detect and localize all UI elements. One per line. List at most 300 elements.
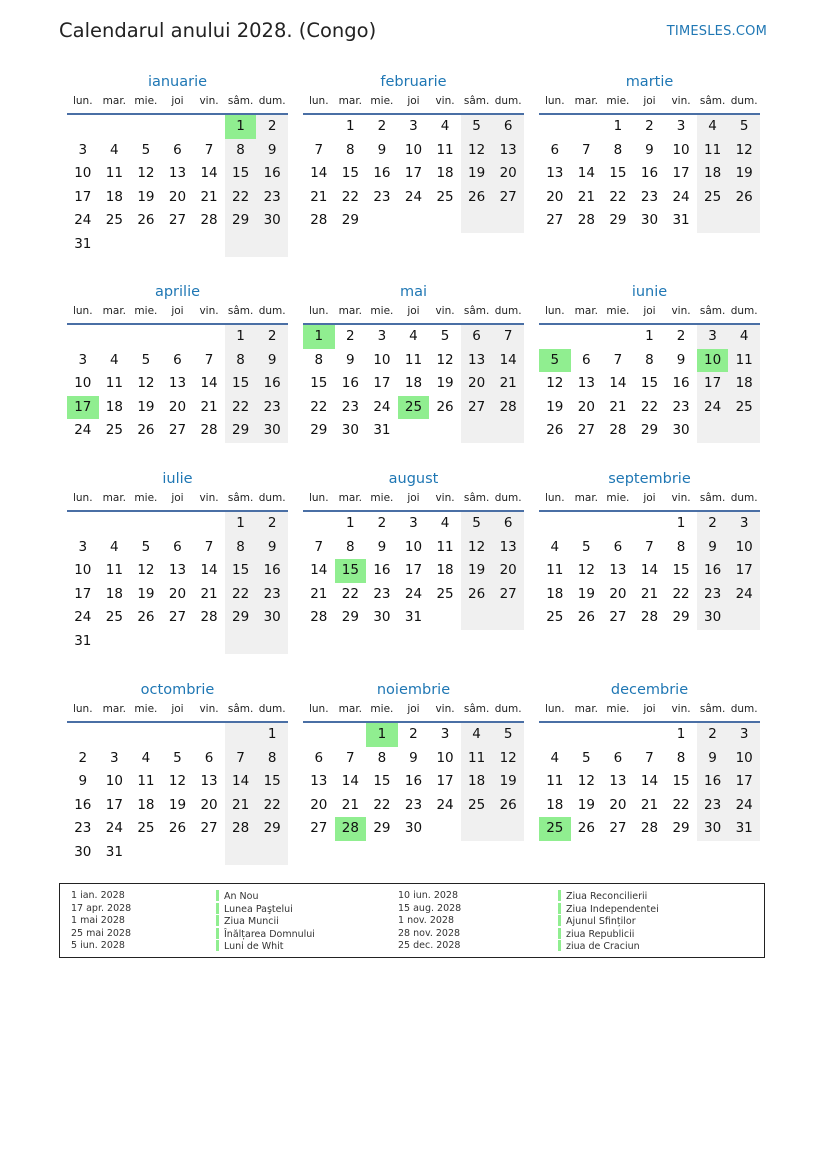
day-cell[interactable]: 10 — [728, 747, 760, 771]
day-cell[interactable]: 22 — [609, 188, 627, 205]
day-cell[interactable]: 8 — [613, 141, 623, 158]
day-cell[interactable]: 1 — [225, 325, 257, 349]
day-cell[interactable]: 31 — [373, 422, 391, 439]
day-cell[interactable]: 26 — [492, 794, 524, 818]
day-cell[interactable]: 19 — [546, 398, 564, 415]
day-cell[interactable]: 21 — [200, 398, 218, 415]
day-cell[interactable]: 19 — [728, 162, 760, 186]
day-cell[interactable]: 11 — [546, 562, 564, 579]
day-cell[interactable]: 16 — [256, 162, 288, 186]
day-cell[interactable]: 18 — [546, 796, 564, 813]
day-cell[interactable]: 14 — [492, 349, 524, 373]
day-cell[interactable]: 3 — [78, 538, 88, 555]
day-cell[interactable]: 31 — [672, 212, 690, 229]
day-cell[interactable]: 16 — [404, 773, 423, 790]
day-cell[interactable]: 24 — [74, 212, 92, 229]
day-cell[interactable]: 18 — [436, 165, 454, 182]
day-cell[interactable]: 25 — [728, 396, 760, 420]
day-cell[interactable]: 23 — [341, 398, 359, 415]
day-cell[interactable]: 23 — [697, 794, 729, 818]
day-cell[interactable]: 5 — [141, 351, 151, 368]
day-cell[interactable]: 13 — [200, 773, 218, 790]
day-cell[interactable]: 19 — [577, 585, 595, 602]
day-cell[interactable]: 16 — [697, 770, 729, 794]
day-cell[interactable]: 13 — [461, 349, 493, 373]
day-cell[interactable]: 8 — [346, 538, 355, 555]
day-cell[interactable]: 10 — [74, 165, 92, 182]
day-cell[interactable]: 26 — [461, 186, 493, 210]
day-cell[interactable]: 14 — [640, 773, 659, 790]
day-cell[interactable]: 20 — [492, 559, 524, 583]
day-cell[interactable]: 17 — [373, 375, 391, 392]
day-cell[interactable]: 2 — [78, 749, 88, 766]
day-cell[interactable]: 28 — [200, 609, 218, 626]
day-cell[interactable]: 27 — [168, 212, 187, 229]
day-cell[interactable]: 6 — [314, 749, 324, 766]
day-cell[interactable]: 11 — [404, 351, 423, 368]
day-cell[interactable]: 4 — [141, 749, 151, 766]
day-cell[interactable]: 18 — [546, 585, 564, 602]
day-cell[interactable]: 10 — [728, 536, 760, 560]
day-cell[interactable]: 26 — [461, 583, 493, 607]
day-cell[interactable]: 24 — [373, 398, 391, 415]
day-cell[interactable]: 6 — [461, 325, 493, 349]
day-cell[interactable]: 21 — [640, 585, 659, 602]
day-cell[interactable]: 12 — [728, 139, 760, 163]
day-cell[interactable]: 28 — [609, 422, 627, 439]
day-cell[interactable]: 28 — [225, 817, 257, 841]
day-cell[interactable]: 5 — [582, 749, 591, 766]
day-cell[interactable]: 8 — [225, 139, 257, 163]
day-cell[interactable]: 24 — [404, 188, 423, 205]
day-cell[interactable]: 13 — [609, 773, 627, 790]
day-cell[interactable]: 30 — [373, 609, 391, 626]
day-cell[interactable]: 10 — [404, 538, 423, 555]
day-cell[interactable]: 14 — [200, 165, 218, 182]
day-cell[interactable]: 16 — [672, 375, 690, 392]
day-cell[interactable]: 20 — [546, 188, 564, 205]
day-cell[interactable]: 20 — [461, 372, 493, 396]
day-cell[interactable]: 27 — [461, 396, 493, 420]
day-cell[interactable]: 5 — [461, 512, 493, 536]
day-cell[interactable]: 23 — [256, 186, 288, 210]
day-cell[interactable]: 9 — [377, 141, 387, 158]
day-cell[interactable]: 13 — [168, 375, 187, 392]
day-cell[interactable]: 21 — [577, 188, 595, 205]
day-cell[interactable]: 29 — [225, 419, 257, 443]
day-cell[interactable]: 29 — [225, 606, 257, 630]
day-cell[interactable]: 15 — [609, 165, 627, 182]
day-cell[interactable]: 29 — [373, 820, 391, 837]
day-cell[interactable]: 5 — [440, 328, 450, 344]
day-cell[interactable]: 13 — [492, 536, 524, 560]
day-cell[interactable]: 3 — [440, 726, 450, 742]
day-cell[interactable]: 18 — [105, 188, 123, 205]
day-cell[interactable]: 17 — [67, 396, 99, 420]
day-cell[interactable]: 8 — [314, 351, 324, 368]
day-cell[interactable]: 7 — [582, 141, 591, 158]
day-cell[interactable]: 15 — [225, 162, 257, 186]
day-cell[interactable]: 10 — [373, 351, 391, 368]
day-cell[interactable]: 28 — [640, 609, 659, 626]
day-cell[interactable]: 2 — [377, 515, 387, 531]
day-cell[interactable]: 28 — [200, 422, 218, 439]
day-cell[interactable]: 5 — [141, 141, 151, 158]
day-cell[interactable]: 11 — [546, 773, 564, 790]
day-cell[interactable]: 16 — [256, 559, 288, 583]
day-cell[interactable]: 1 — [256, 723, 288, 747]
day-cell[interactable]: 4 — [440, 118, 450, 134]
day-cell[interactable]: 13 — [168, 562, 187, 579]
day-cell[interactable]: 9 — [645, 141, 654, 158]
day-cell[interactable]: 17 — [74, 585, 92, 602]
day-cell[interactable]: 3 — [728, 723, 760, 747]
day-cell[interactable]: 17 — [672, 165, 690, 182]
day-cell[interactable]: 11 — [105, 375, 123, 392]
day-cell[interactable]: 14 — [640, 562, 659, 579]
day-cell[interactable]: 25 — [105, 609, 123, 626]
day-cell[interactable]: 1 — [645, 328, 654, 344]
day-cell[interactable]: 1 — [346, 515, 355, 531]
day-cell[interactable]: 3 — [676, 118, 686, 134]
day-cell[interactable]: 4 — [728, 325, 760, 349]
day-cell[interactable]: 6 — [173, 141, 182, 158]
day-cell[interactable]: 25 — [436, 585, 454, 602]
day-cell[interactable]: 27 — [200, 820, 218, 837]
day-cell[interactable]: 10 — [105, 773, 123, 790]
day-cell[interactable]: 30 — [256, 606, 288, 630]
day-cell[interactable]: 25 — [105, 422, 123, 439]
day-cell[interactable]: 14 — [310, 562, 328, 579]
day-cell[interactable]: 7 — [645, 538, 654, 555]
day-cell[interactable]: 19 — [137, 188, 155, 205]
day-cell[interactable]: 8 — [346, 141, 355, 158]
day-cell[interactable]: 4 — [550, 749, 560, 766]
day-cell[interactable]: 15 — [310, 375, 328, 392]
day-cell[interactable]: 20 — [577, 398, 595, 415]
day-cell[interactable]: 23 — [697, 583, 729, 607]
day-cell[interactable]: 3 — [728, 512, 760, 536]
day-cell[interactable]: 30 — [697, 817, 729, 841]
day-cell[interactable]: 25 — [546, 609, 564, 626]
day-cell[interactable]: 19 — [492, 770, 524, 794]
day-cell[interactable]: 23 — [74, 820, 92, 837]
day-cell[interactable]: 25 — [137, 820, 155, 837]
day-cell[interactable]: 12 — [137, 375, 155, 392]
day-cell[interactable]: 21 — [200, 188, 218, 205]
day-cell[interactable]: 7 — [225, 747, 257, 771]
day-cell[interactable]: 4 — [110, 141, 119, 158]
day-cell[interactable]: 23 — [256, 396, 288, 420]
day-cell[interactable]: 10 — [436, 749, 454, 766]
day-cell[interactable]: 21 — [310, 585, 328, 602]
day-cell[interactable]: 17 — [728, 559, 760, 583]
day-cell[interactable]: 14 — [310, 165, 328, 182]
day-cell[interactable]: 23 — [672, 398, 690, 415]
day-cell[interactable]: 26 — [546, 422, 564, 439]
day-cell[interactable]: 1 — [366, 723, 398, 747]
day-cell[interactable]: 15 — [225, 559, 257, 583]
day-cell[interactable]: 7 — [204, 141, 214, 158]
day-cell[interactable]: 10 — [672, 141, 690, 158]
day-cell[interactable]: 14 — [200, 375, 218, 392]
day-cell[interactable]: 1 — [346, 118, 355, 134]
day-cell[interactable]: 27 — [492, 186, 524, 210]
day-cell[interactable]: 29 — [341, 212, 359, 229]
day-cell[interactable]: 15 — [373, 773, 391, 790]
day-cell[interactable]: 25 — [697, 186, 729, 210]
day-cell[interactable]: 11 — [697, 139, 729, 163]
day-cell[interactable]: 25 — [436, 188, 454, 205]
day-cell[interactable]: 28 — [492, 396, 524, 420]
day-cell[interactable]: 30 — [74, 843, 92, 860]
day-cell[interactable]: 17 — [697, 372, 729, 396]
day-cell[interactable]: 17 — [404, 165, 423, 182]
day-cell[interactable]: 20 — [168, 585, 187, 602]
day-cell[interactable]: 16 — [341, 375, 359, 392]
day-cell[interactable]: 6 — [613, 538, 623, 555]
day-cell[interactable]: 23 — [404, 796, 423, 813]
day-cell[interactable]: 29 — [640, 422, 659, 439]
day-cell[interactable]: 10 — [74, 562, 92, 579]
day-cell[interactable]: 20 — [609, 796, 627, 813]
day-cell[interactable]: 3 — [78, 351, 88, 368]
day-cell[interactable]: 12 — [577, 562, 595, 579]
day-cell[interactable]: 7 — [645, 749, 654, 766]
day-cell[interactable]: 22 — [225, 396, 257, 420]
day-cell[interactable]: 15 — [225, 372, 257, 396]
day-cell[interactable]: 10 — [74, 375, 92, 392]
day-cell[interactable]: 25 — [398, 396, 430, 420]
day-cell[interactable]: 8 — [645, 351, 654, 368]
day-cell[interactable]: 13 — [609, 562, 627, 579]
day-cell[interactable]: 8 — [225, 349, 257, 373]
day-cell[interactable]: 14 — [200, 562, 218, 579]
day-cell[interactable]: 11 — [137, 773, 155, 790]
day-cell[interactable]: 4 — [440, 515, 450, 531]
day-cell[interactable]: 27 — [168, 609, 187, 626]
day-cell[interactable]: 13 — [310, 773, 328, 790]
day-cell[interactable]: 11 — [105, 165, 123, 182]
day-cell[interactable]: 9 — [256, 139, 288, 163]
day-cell[interactable]: 24 — [74, 422, 92, 439]
day-cell[interactable]: 20 — [168, 398, 187, 415]
day-cell[interactable]: 22 — [225, 583, 257, 607]
day-cell[interactable]: 9 — [697, 747, 729, 771]
day-cell[interactable]: 7 — [492, 325, 524, 349]
day-cell[interactable]: 28 — [310, 212, 328, 229]
day-cell[interactable]: 5 — [173, 749, 182, 766]
day-cell[interactable]: 17 — [74, 188, 92, 205]
day-cell[interactable]: 3 — [110, 749, 119, 766]
day-cell[interactable]: 19 — [168, 796, 187, 813]
day-cell[interactable]: 5 — [141, 538, 151, 555]
day-cell[interactable]: 22 — [310, 398, 328, 415]
day-cell[interactable]: 30 — [256, 419, 288, 443]
day-cell[interactable]: 21 — [640, 796, 659, 813]
day-cell[interactable]: 16 — [640, 165, 659, 182]
day-cell[interactable]: 9 — [377, 538, 387, 555]
day-cell[interactable]: 11 — [105, 562, 123, 579]
day-cell[interactable]: 6 — [582, 351, 591, 368]
day-cell[interactable]: 8 — [225, 536, 257, 560]
day-cell[interactable]: 23 — [640, 188, 659, 205]
day-cell[interactable]: 18 — [697, 162, 729, 186]
day-cell[interactable]: 11 — [728, 349, 760, 373]
day-cell[interactable]: 30 — [404, 820, 423, 837]
day-cell[interactable]: 16 — [74, 796, 92, 813]
brand-link[interactable]: TIMESLES.COM — [666, 24, 767, 39]
day-cell[interactable]: 31 — [728, 817, 760, 841]
day-cell[interactable]: 22 — [341, 188, 359, 205]
day-cell[interactable]: 5 — [728, 115, 760, 139]
day-cell[interactable]: 25 — [539, 817, 571, 841]
day-cell[interactable]: 3 — [78, 141, 88, 158]
day-cell[interactable]: 17 — [728, 770, 760, 794]
day-cell[interactable]: 24 — [697, 396, 729, 420]
day-cell[interactable]: 3 — [697, 325, 729, 349]
day-cell[interactable]: 12 — [461, 139, 493, 163]
day-cell[interactable]: 6 — [204, 749, 214, 766]
day-cell[interactable]: 6 — [613, 749, 623, 766]
day-cell[interactable]: 26 — [137, 212, 155, 229]
day-cell[interactable]: 12 — [461, 536, 493, 560]
day-cell[interactable]: 15 — [256, 770, 288, 794]
day-cell[interactable]: 28 — [577, 212, 595, 229]
day-cell[interactable]: 1 — [225, 512, 257, 536]
day-cell[interactable]: 22 — [672, 585, 690, 602]
day-cell[interactable]: 20 — [492, 162, 524, 186]
day-cell[interactable]: 7 — [314, 141, 324, 158]
day-cell[interactable]: 28 — [335, 817, 367, 841]
day-cell[interactable]: 9 — [409, 749, 418, 766]
day-cell[interactable]: 12 — [168, 773, 187, 790]
day-cell[interactable]: 15 — [672, 562, 690, 579]
day-cell[interactable]: 28 — [200, 212, 218, 229]
day-cell[interactable]: 2 — [645, 118, 654, 134]
day-cell[interactable]: 25 — [461, 794, 493, 818]
day-cell[interactable]: 22 — [640, 398, 659, 415]
day-cell[interactable]: 13 — [577, 375, 595, 392]
day-cell[interactable]: 24 — [436, 796, 454, 813]
day-cell[interactable]: 16 — [373, 165, 391, 182]
day-cell[interactable]: 22 — [256, 794, 288, 818]
day-cell[interactable]: 25 — [105, 212, 123, 229]
day-cell[interactable]: 11 — [436, 141, 454, 158]
day-cell[interactable]: 18 — [105, 398, 123, 415]
day-cell[interactable]: 22 — [225, 186, 257, 210]
day-cell[interactable]: 15 — [640, 375, 659, 392]
day-cell[interactable]: 29 — [672, 820, 690, 837]
day-cell[interactable]: 2 — [697, 512, 729, 536]
day-cell[interactable]: 15 — [341, 165, 359, 182]
day-cell[interactable]: 10 — [404, 141, 423, 158]
day-cell[interactable]: 22 — [341, 585, 359, 602]
day-cell[interactable]: 31 — [404, 609, 423, 626]
day-cell[interactable]: 4 — [409, 328, 418, 344]
day-cell[interactable]: 2 — [256, 325, 288, 349]
day-cell[interactable]: 4 — [697, 115, 729, 139]
day-cell[interactable]: 11 — [436, 538, 454, 555]
day-cell[interactable]: 29 — [672, 609, 690, 626]
day-cell[interactable]: 27 — [546, 212, 564, 229]
day-cell[interactable]: 12 — [546, 375, 564, 392]
day-cell[interactable]: 21 — [609, 398, 627, 415]
day-cell[interactable]: 26 — [728, 186, 760, 210]
day-cell[interactable]: 2 — [346, 328, 355, 344]
day-cell[interactable]: 30 — [341, 422, 359, 439]
day-cell[interactable]: 2 — [409, 726, 418, 742]
day-cell[interactable]: 26 — [577, 820, 595, 837]
day-cell[interactable]: 9 — [256, 536, 288, 560]
day-cell[interactable]: 26 — [436, 398, 454, 415]
day-cell[interactable]: 30 — [256, 209, 288, 233]
day-cell[interactable]: 12 — [137, 562, 155, 579]
day-cell[interactable]: 9 — [346, 351, 355, 368]
day-cell[interactable]: 21 — [492, 372, 524, 396]
day-cell[interactable]: 19 — [461, 559, 493, 583]
day-cell[interactable]: 18 — [105, 585, 123, 602]
day-cell[interactable]: 26 — [137, 609, 155, 626]
day-cell[interactable]: 5 — [492, 723, 524, 747]
day-cell[interactable]: 22 — [672, 796, 690, 813]
day-cell[interactable]: 29 — [609, 212, 627, 229]
day-cell[interactable]: 29 — [225, 209, 257, 233]
day-cell[interactable]: 31 — [74, 632, 92, 649]
day-cell[interactable]: 26 — [577, 609, 595, 626]
day-cell[interactable]: 24 — [404, 585, 423, 602]
day-cell[interactable]: 14 — [341, 773, 359, 790]
day-cell[interactable]: 27 — [168, 422, 187, 439]
day-cell[interactable]: 9 — [676, 351, 686, 368]
day-cell[interactable]: 18 — [137, 796, 155, 813]
day-cell[interactable]: 6 — [173, 538, 182, 555]
day-cell[interactable]: 29 — [310, 422, 328, 439]
day-cell[interactable]: 27 — [492, 583, 524, 607]
day-cell[interactable]: 28 — [640, 820, 659, 837]
day-cell[interactable]: 21 — [341, 796, 359, 813]
day-cell[interactable]: 8 — [377, 749, 387, 766]
day-cell[interactable]: 30 — [672, 422, 690, 439]
day-cell[interactable]: 13 — [492, 139, 524, 163]
day-cell[interactable]: 4 — [110, 538, 119, 555]
day-cell[interactable]: 19 — [461, 162, 493, 186]
day-cell[interactable]: 5 — [582, 538, 591, 555]
day-cell[interactable]: 14 — [609, 375, 627, 392]
day-cell[interactable]: 15 — [672, 773, 690, 790]
day-cell[interactable]: 16 — [256, 372, 288, 396]
day-cell[interactable]: 6 — [550, 141, 560, 158]
day-cell[interactable]: 2 — [676, 328, 686, 344]
day-cell[interactable]: 3 — [409, 515, 418, 531]
day-cell[interactable]: 18 — [436, 562, 454, 579]
day-cell[interactable]: 28 — [310, 609, 328, 626]
day-cell[interactable]: 29 — [341, 609, 359, 626]
day-cell[interactable]: 31 — [74, 235, 92, 252]
day-cell[interactable]: 18 — [461, 770, 493, 794]
day-cell[interactable]: 17 — [436, 773, 454, 790]
day-cell[interactable]: 18 — [404, 375, 423, 392]
day-cell[interactable]: 18 — [728, 372, 760, 396]
day-cell[interactable]: 8 — [676, 538, 686, 555]
day-cell[interactable]: 1 — [225, 115, 257, 139]
day-cell[interactable]: 4 — [461, 723, 493, 747]
day-cell[interactable]: 6 — [492, 512, 524, 536]
day-cell[interactable]: 22 — [373, 796, 391, 813]
day-cell[interactable]: 21 — [310, 188, 328, 205]
day-cell[interactable]: 10 — [697, 349, 729, 373]
day-cell[interactable]: 24 — [74, 609, 92, 626]
